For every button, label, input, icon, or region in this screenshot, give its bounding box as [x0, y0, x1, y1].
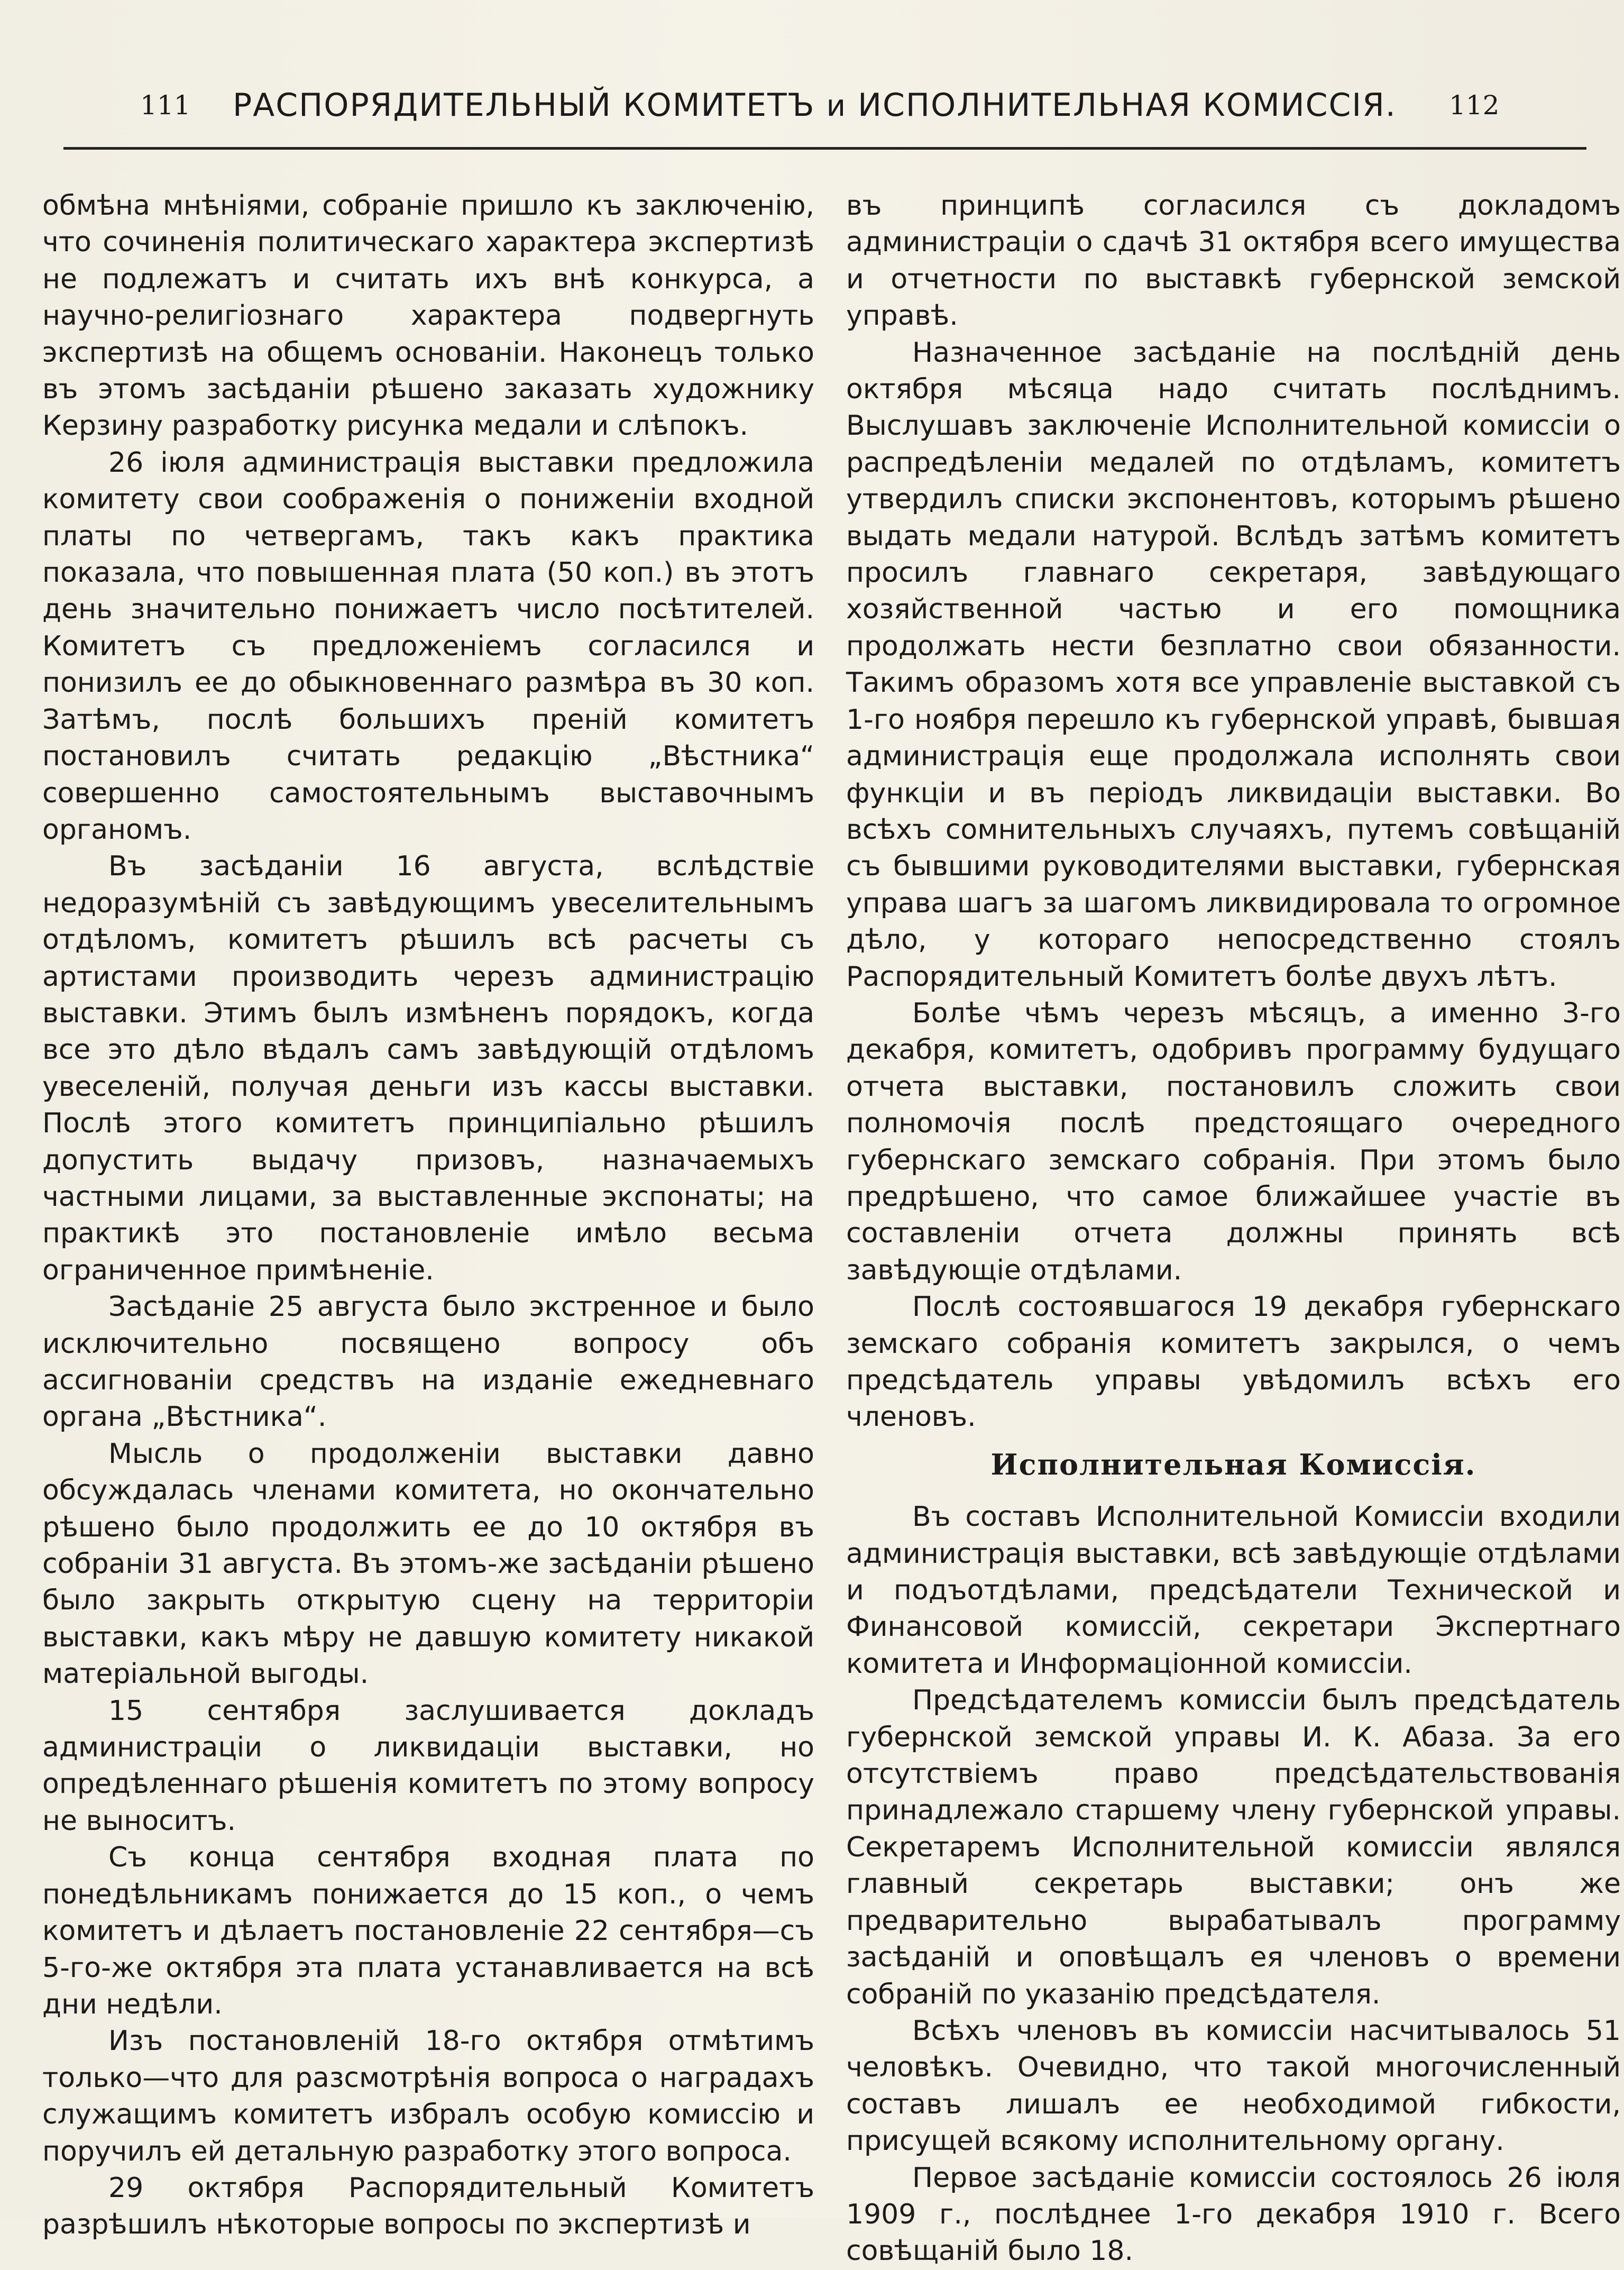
paragraph: Предсѣдателемъ комиссіи былъ предсѣдатель губернской земской управы И. К. Абаза. За его отсутствіемъ право предсѣдательствованія принадлежало старшему члену губернской управы. Секретаремъ Исполнительной комиссіи являлся главный секретарь выставки; онъ же предварительно вырабатывалъ программу засѣданій и оповѣщалъ ея членовъ о времени собраній по указанію предсѣдателя. — [846, 1685, 1621, 2010]
paragraph: Изъ постановленій 18-го октября отмѣтимъ только—что для разсмотрѣнія вопроса о наградахъ служащимъ комитетъ избралъ особую комиссію и поручилъ ей детальную разработку этого вопроса. — [42, 2025, 814, 2167]
running-title-part1: РАСПОРЯДИТЕЛЬНЫЙ КОМИТЕТЪ — [233, 87, 815, 124]
paragraph: Болѣе чѣмъ черезъ мѣсяцъ, а именно 3-го декабря, комитетъ, одобривъ программу будущаго отчета выставки, постановилъ сложить свои полномочія послѣ предстоящаго очередного губернскаго земскаго собранія. При этомъ было предрѣшено, что самое ближайшее участіе въ составленіи отчета должны принять всѣ завѣдующіе отдѣлами. — [846, 997, 1621, 1286]
left-column — [42, 188, 814, 2244]
paragraph: Мысль о продолженіи выставки давно обсуждалась членами комитета, но окончательно рѣшено было продолжить ее до 10 октября въ собраніи 31 августа. Въ этомъ-же засѣданіи рѣшено было закрыть открытую сцену на территоріи выставки, какъ мѣру не давшую комитету никакой матеріальной выгоды. — [42, 1438, 814, 1690]
paragraph: обмѣна мнѣніями, собраніе пришло къ заключенію, что сочиненія политическаго характера экспертизѣ не подлежатъ и считать ихъ внѣ конкурса, а научно-религіознаго характера подвергнуть экспертизѣ на общемъ основаніи. Наконецъ только въ этомъ засѣданіи рѣшено заказать художнику Керзину разработку рисунка медали и слѣпокъ. — [42, 190, 814, 442]
running-title-conjunction: и — [826, 89, 847, 123]
page-number-right: 112 — [1449, 90, 1500, 121]
section-heading: Исполнительная Комиссія. — [990, 1447, 1476, 1481]
paragraph: 26 іюля администрація выставки предложила комитету свои соображенія о пониженіи входной платы по четвергамъ, такъ какъ практика показала, что повышенная плата (50 коп.) въ этотъ день значительно понижаетъ число посѣтителей. Комитетъ съ предложеніемъ согласился и понизилъ ее до обыкновеннаго размѣра въ 30 коп. Затѣмъ, послѣ большихъ преній комитетъ постановилъ считать редакцію „Вѣстника“ совершенно самостоятельнымъ выставочнымъ органомъ. — [42, 446, 814, 846]
paragraph: Въ засѣданіи 16 августа, вслѣдствіе недоразумѣній съ завѣдующимъ увеселительнымъ отдѣломъ, комитетъ рѣшилъ всѣ расчеты съ артистами производить черезъ администрацію выставки. Этимъ былъ измѣненъ порядокъ, когда все это дѣло вѣдалъ самъ завѣдующій отдѣломъ увеселеній, получая деньги изъ кассы выставки. Послѣ этого комитетъ принципіально рѣшилъ допустить выдачу призовъ, назначаемыхъ частными лицами, за выставленные экспонаты; на практикѣ это постановленіе имѣло весьма ограниченное примѣненіе. — [42, 850, 814, 1286]
paragraph: Засѣданіе 25 августа было экстренное и было исключительно посвящено вопросу объ ассигнованіи средствъ на изданіе ежедневнаго органа „Вѣстника“. — [42, 1291, 814, 1433]
right-column — [846, 188, 1621, 2270]
paragraph: въ принципѣ согласился съ докладомъ администраціи о сдачѣ 31 октября всего имущества и отчетности по выставкѣ губернской земской управѣ. — [846, 190, 1621, 332]
running-title — [233, 87, 1397, 124]
running-header — [63, 79, 1586, 138]
paragraph: Съ конца сентября входная плата по понедѣльникамъ понижается до 15 коп., о чемъ комитетъ и дѣлаетъ постановленіе 22 сентября—съ 5-го-же октября эта плата устанавливается на всѣ дни недѣли. — [42, 1842, 814, 2020]
paragraph: Всѣхъ членовъ въ комиссіи насчитывалось 51 человѣкъ. Очевидно, что такой многочисленный составъ лишалъ ее необходимой гибкости, присущей всякому исполнительному органу. — [846, 2015, 1621, 2157]
paragraph: 15 сентября заслушивается докладъ администраціи о ликвидаціи выставки, но опредѣленнаго рѣшенія комитетъ по этому вопросу не выноситъ. — [42, 1695, 814, 1837]
paragraph: Въ составъ Исполнительной Комиссіи входили администрація выставки, всѣ завѣдующіе отдѣлами и подъотдѣлами, предсѣдатели Технической и Финансовой комиссій, секретари Экспертнаго комитета и Информаціонной комиссіи. — [846, 1501, 1621, 1680]
page-number-left: 111 — [140, 90, 191, 121]
paragraph: 29 октября Распорядительный Комитетъ разрѣшилъ нѣкоторые вопросы по экспертизѣ и — [42, 2172, 814, 2241]
running-title-part2: ИСПОЛНИТЕЛЬНАЯ КОМИССІЯ. — [858, 87, 1397, 124]
paragraph: Первое засѣданіе комиссіи состоялось 26 іюля 1909 г., послѣднее 1-го декабря 1910 г. Всего совѣщаній было 18. — [846, 2162, 1621, 2267]
header-rule — [63, 147, 1586, 150]
paragraph: Назначенное засѣданіе на послѣдній день октября мѣсяца надо считать послѣднимъ. Выслушавъ заключеніе Исполнительной комиссіи о распредѣленіи медалей по отдѣламъ, комитетъ утвердилъ списки экспонентовъ, которымъ рѣшено выдать медали натурой. Вслѣдъ затѣмъ комитетъ просилъ главнаго секретаря, завѣдующаго хозяйственной частью и его помощника продолжать нести безплатно свои обязанности. Такимъ образомъ хотя все управленіе выставкой съ 1-го ноября перешло къ губернской управѣ, бывшая администрація еще продолжала исполнять свои функціи и въ періодъ ликвидаціи выставки. Во всѣхъ сомнительныхъ случаяхъ, путемъ совѣщаній съ бывшими руководителями выставки, губернская управа шагъ за шагомъ ликвидировала то огромное дѣло, у котораго непосредственно стоялъ Распорядительный Комитетъ болѣе двухъ лѣтъ. — [846, 336, 1621, 993]
paragraph: Послѣ состоявшагося 19 декабря губернскаго земскаго собранія комитетъ закрылся, о чемъ предсѣдатель управы увѣдомилъ всѣхъ его членовъ. — [846, 1291, 1621, 1433]
